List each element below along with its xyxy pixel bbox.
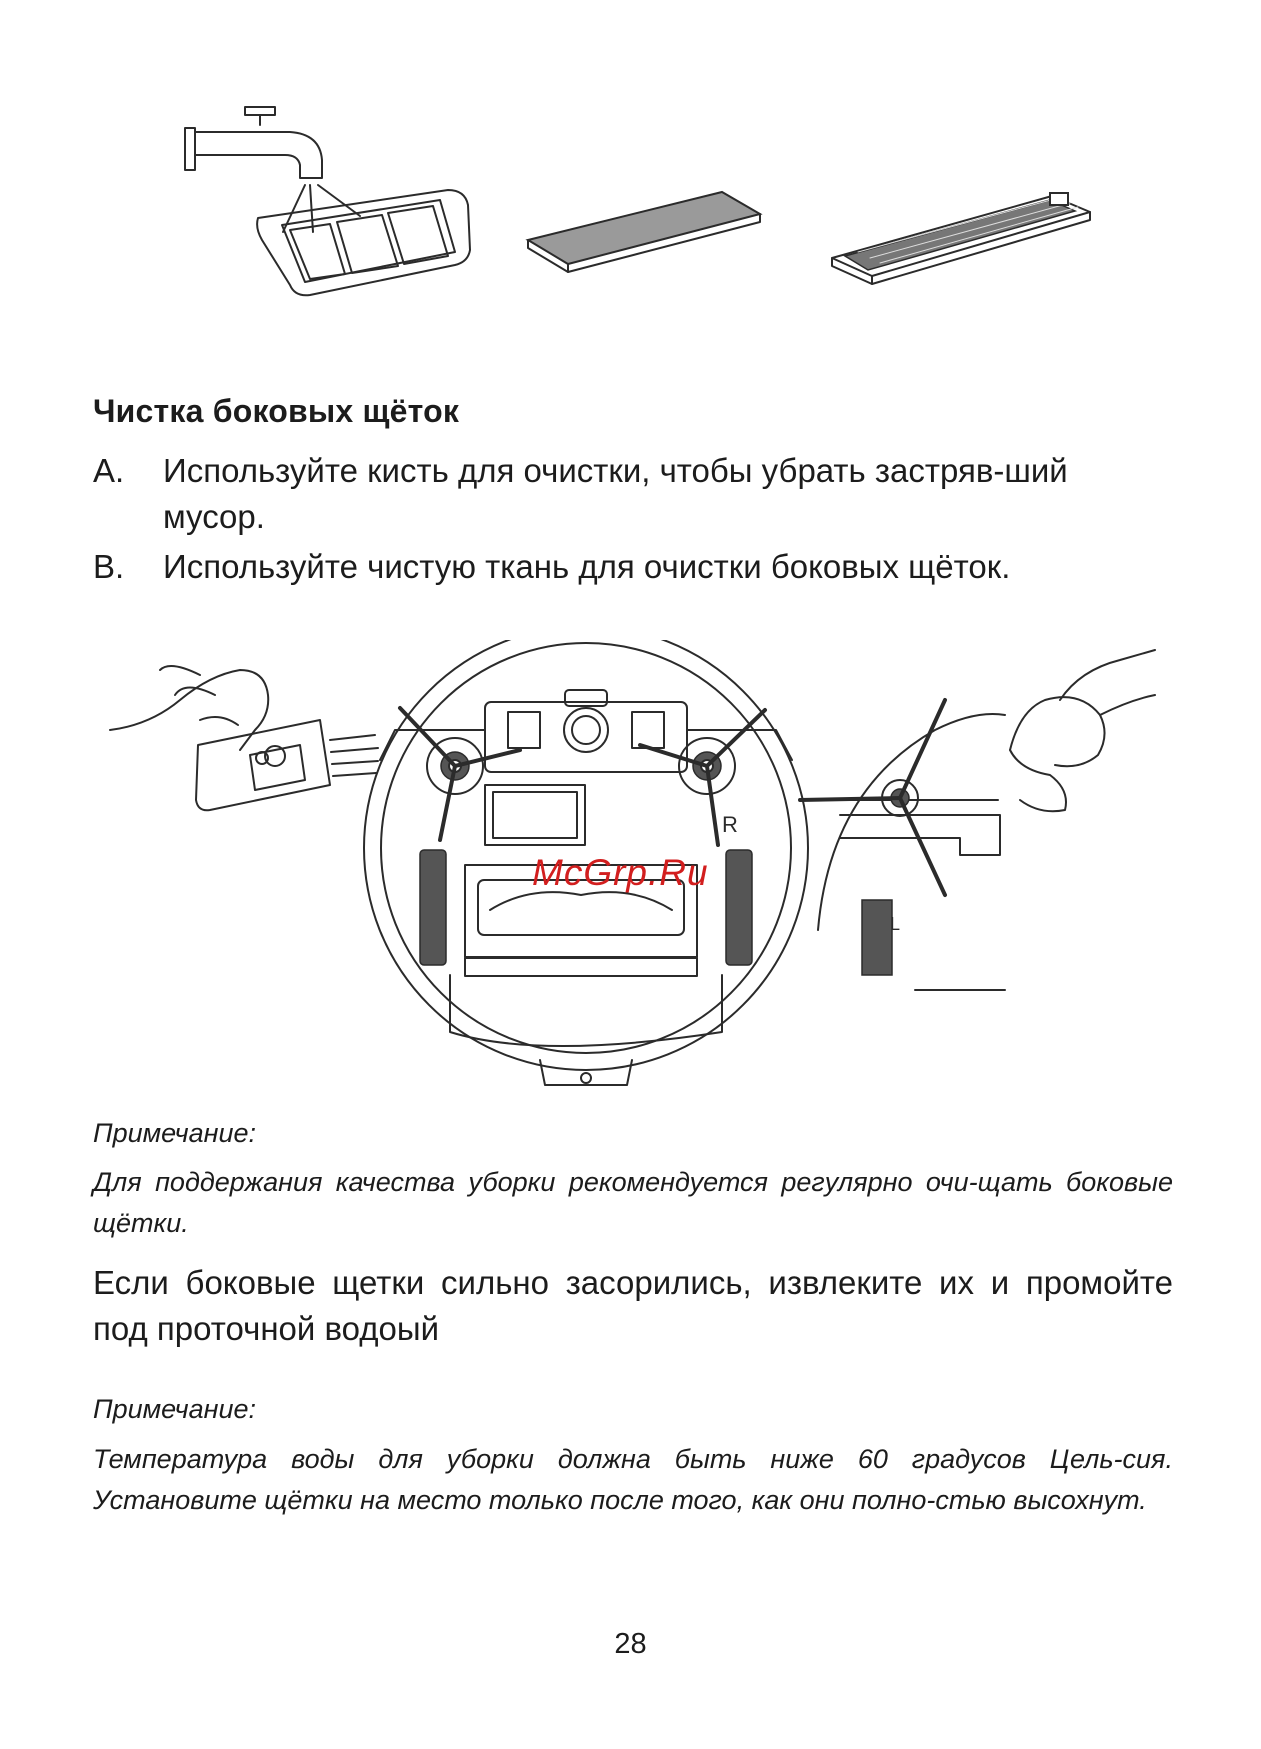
- step-a: [93, 448, 1173, 540]
- note1-label: Примечание:: [93, 1118, 256, 1148]
- section-title: Чистка боковых щёток: [93, 393, 460, 429]
- body-paragraph: Если боковые щетки сильно засорились, извлеките их и промойте под проточной водоый: [93, 1264, 1173, 1347]
- right-brush-label: R: [722, 812, 738, 837]
- step-a-text: Используйте кисть для очистки, чтобы убрать застряв-ший мусор.: [163, 452, 1068, 535]
- note2-label: Примечание:: [93, 1394, 256, 1424]
- step-b: [93, 544, 1173, 590]
- page-number: 28: [614, 1628, 647, 1660]
- step-b-text: Используйте чистую ткань для очистки боковых щёток.: [163, 548, 1011, 585]
- left-brush-label: L: [890, 914, 901, 934]
- step-a-marker: A.: [93, 452, 125, 489]
- sponge-filter-icon: [528, 192, 760, 272]
- step-b-marker: B.: [93, 548, 125, 585]
- note1-text: Для поддержания качества уборки рекомендуется регулярно очи-щать боковые щётки.: [93, 1167, 1173, 1238]
- hand-wiping-brush-icon: [800, 650, 1155, 990]
- note2-text: Температура воды для уборки должна быть ниже 60 градусов Цель-сия. Установите щётки на место только после того, как они полно-стью высохнут.: [93, 1444, 1173, 1515]
- hepa-filter-icon: [832, 193, 1090, 284]
- hand-with-brush-icon: [110, 666, 378, 810]
- watermark: McGrp.Ru: [532, 852, 709, 893]
- water-tap-icon: [185, 107, 322, 178]
- dustbin-filter-icon: [257, 190, 470, 295]
- filter-washing-illustration: [0, 0, 1261, 320]
